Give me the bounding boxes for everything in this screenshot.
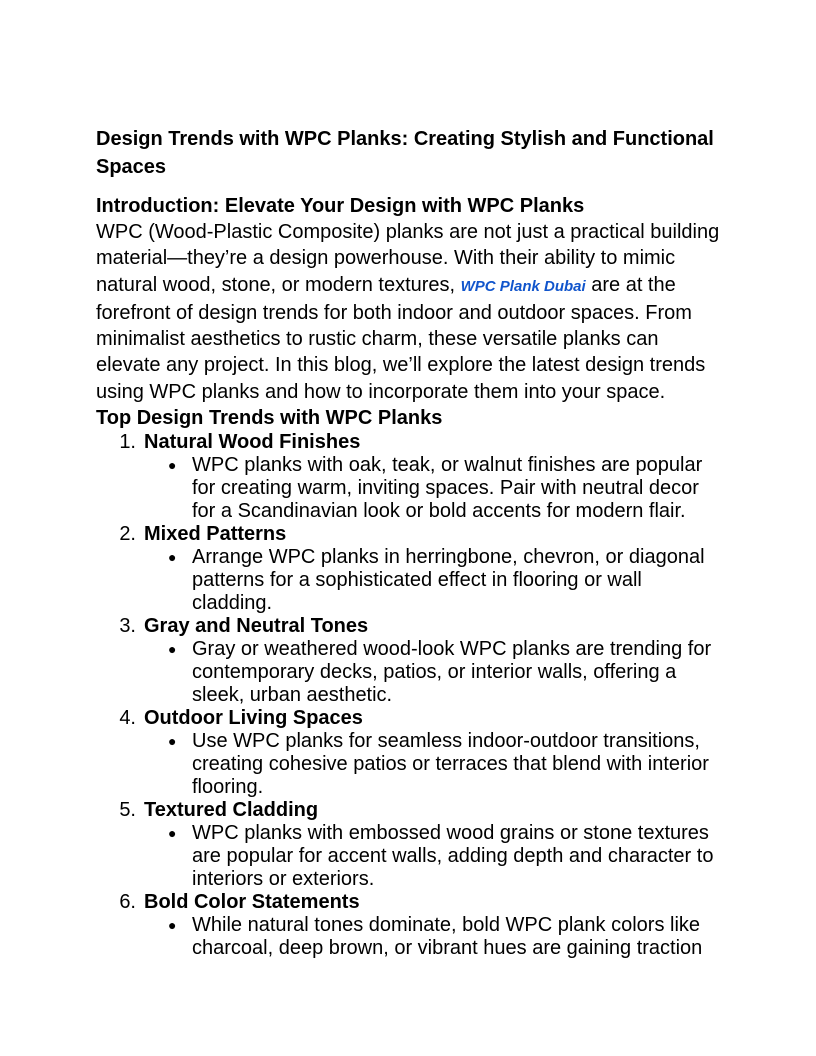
- trend-detail: WPC planks with oak, teak, or walnut finishes are popular for creating warm, inviting spaces. Pair with neutral decor for a Scandinavian look or bold accents for modern flair.: [192, 454, 703, 523]
- intro-heading: Introduction: Elevate Your Design with WPC Planks: [96, 195, 585, 217]
- trend-title: Gray and Neutral Tones: [144, 615, 369, 638]
- trend-detail: While natural tones dominate, bold WPC plank colors like charcoal, deep brown, or vibrant hues are gaining traction: [192, 914, 703, 960]
- trend-title-row: [96, 615, 726, 638]
- document-title: Design Trends with WPC Planks: Creating Stylish and Functional Spaces: [96, 128, 714, 178]
- trend-bullet: [96, 638, 726, 707]
- bullet-dot-icon: ●: [168, 917, 177, 934]
- trend-bullet: [96, 730, 726, 799]
- trend-number: 2.: [119, 523, 136, 546]
- trend-item-textured-cladding: [96, 799, 726, 891]
- intro-text-after-link: are at the forefront of design trends for both indoor and outdoor spaces. From minimalist aesthetics to rustic charm, these versatile planks can elevate any project. In this blog, we’ll explore the latest design trends using WPC planks and how to incorporate them into your space.: [96, 273, 706, 403]
- trend-title-row: [96, 707, 726, 730]
- trend-bullet: [96, 546, 726, 615]
- trend-detail: Use WPC planks for seamless indoor-outdoor transitions, creating cohesive patios or terraces that blend with interior flooring.: [192, 730, 709, 799]
- trend-detail: WPC planks with embossed wood grains or stone textures are popular for accent walls, adding depth and character to interiors or exteriors.: [192, 822, 714, 891]
- trend-item-natural-wood-finishes: [96, 431, 726, 523]
- trend-list: [96, 431, 726, 960]
- document-page: [96, 125, 726, 960]
- bullet-dot-icon: ●: [168, 733, 177, 750]
- trend-bullet: [96, 914, 726, 960]
- trend-item-mixed-patterns: [96, 523, 726, 615]
- wpc-plank-dubai-link[interactable]: WPC Plank Dubai: [460, 277, 586, 295]
- intro-paragraph: [96, 219, 726, 405]
- trend-number: 6.: [119, 891, 136, 914]
- trend-title: Outdoor Living Spaces: [144, 707, 363, 730]
- trend-title: Bold Color Statements: [144, 891, 360, 914]
- trend-title-row: [96, 799, 726, 822]
- trend-title-row: [96, 523, 726, 546]
- trend-bullet: [96, 454, 726, 523]
- trend-title: Mixed Patterns: [144, 523, 287, 546]
- trend-title: Textured Cladding: [144, 799, 319, 822]
- trend-title: Natural Wood Finishes: [144, 431, 361, 454]
- trends-heading: Top Design Trends with WPC Planks: [96, 407, 443, 430]
- trend-item-bold-color-statements: [96, 891, 726, 960]
- trend-title-row: [96, 431, 726, 454]
- trend-detail: Arrange WPC planks in herringbone, chevron, or diagonal patterns for a sophisticated effect in flooring or wall cladding.: [192, 546, 705, 615]
- trend-item-gray-and-neutral-tones: [96, 615, 726, 707]
- trend-number: 5.: [119, 799, 136, 822]
- trend-bullet: [96, 822, 726, 891]
- intro-text-before-link: WPC (Wood-Plastic Composite) planks are not just a practical building material—they’re a design powerhouse. With their ability to mimic natural wood, stone, or modern textures,: [96, 221, 720, 296]
- trend-number: 4.: [119, 707, 136, 730]
- trend-detail: Gray or weathered wood-look WPC planks are trending for contemporary decks, patios, or interior walls, offering a sleek, urban aesthetic.: [192, 638, 712, 707]
- trend-item-outdoor-living-spaces: [96, 707, 726, 799]
- trend-number: 3.: [119, 615, 136, 638]
- bullet-dot-icon: ●: [168, 549, 177, 566]
- bullet-dot-icon: ●: [168, 641, 177, 658]
- trend-number: 1.: [119, 431, 136, 454]
- bullet-dot-icon: ●: [168, 457, 177, 474]
- trend-title-row: [96, 891, 726, 914]
- bullet-dot-icon: ●: [168, 825, 177, 842]
